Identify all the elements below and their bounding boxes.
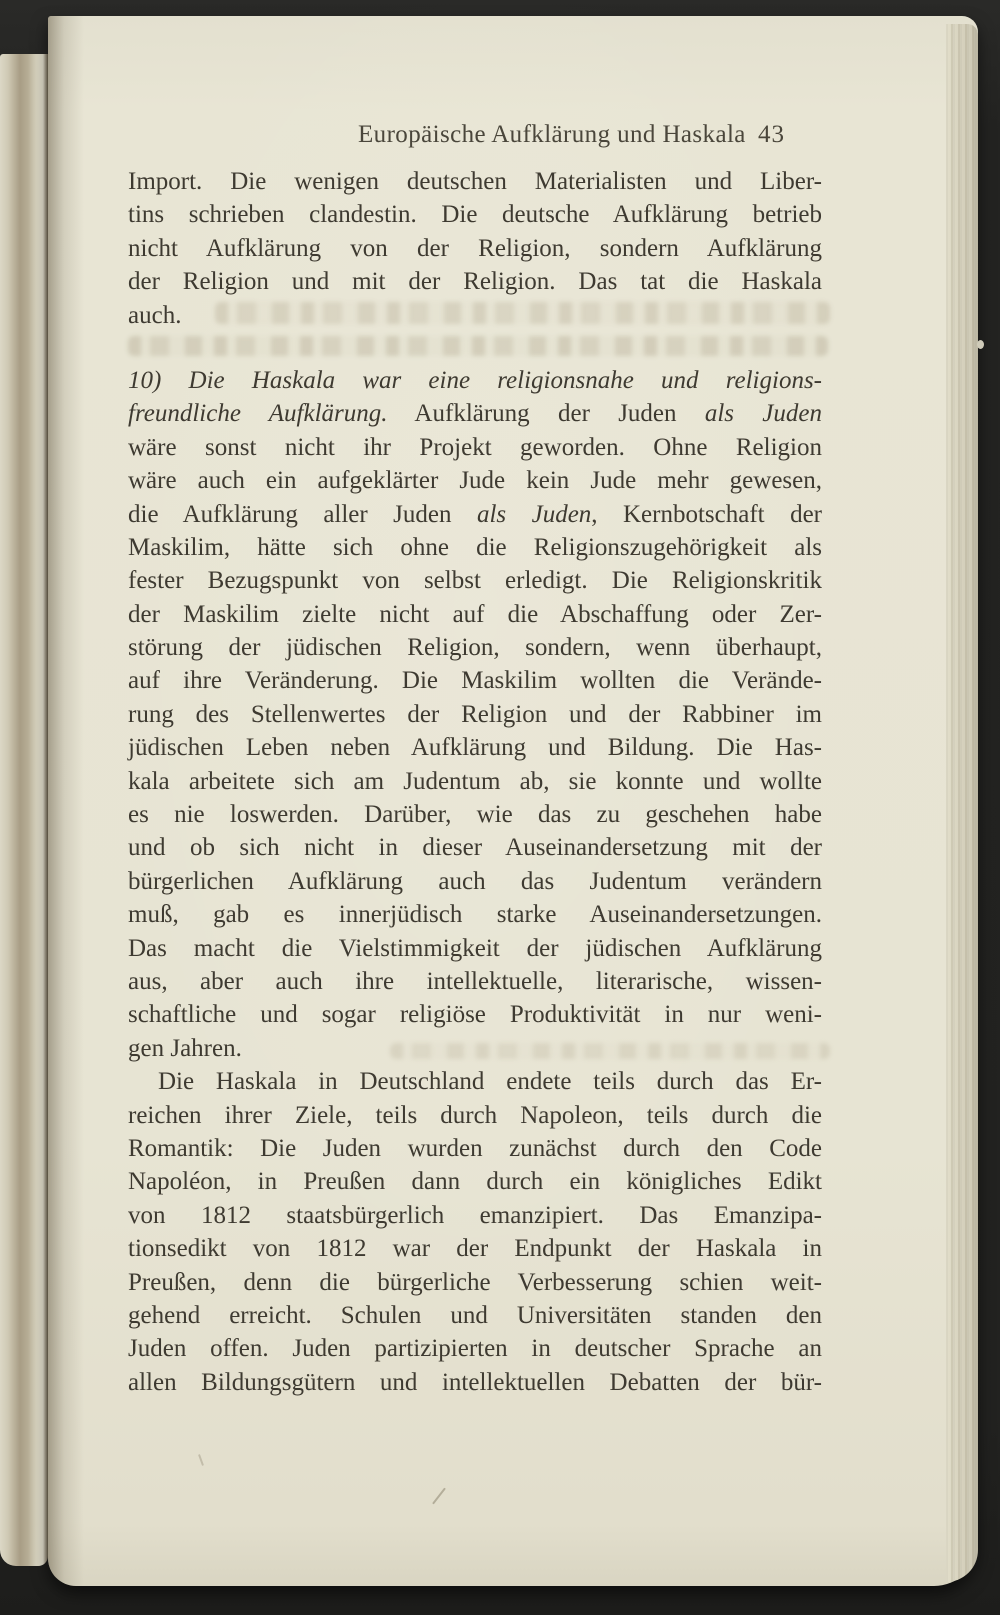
facing-page-edge — [0, 54, 48, 1566]
text-segment: gehend erreicht. Schulen und Universitäten standen den — [128, 1301, 822, 1329]
text-line — [128, 932, 822, 965]
text-segment: muß, gab es innerjüdisch starke Auseinandersetzungen. — [128, 901, 822, 929]
header-title: Europäische Aufklärung und Haskala — [358, 121, 746, 148]
text-segment: allen Bildungsgütern und intellektuellen Debatten der bür- — [128, 1368, 822, 1396]
text-segment: der Maskilim zielte nicht auf die Abschaffung oder Zer- — [128, 600, 822, 628]
text-line — [128, 664, 822, 697]
book-page — [48, 16, 978, 1586]
text-segment: tins schrieben clandestin. Die deutsche Aufklärung betrieb — [128, 201, 822, 229]
text-line — [128, 965, 822, 998]
text-segment: Napoléon, in Preußen dann durch ein königliches Edikt — [128, 1168, 822, 1196]
text-segment: der Religion und mit der Religion. Das tat die Haskala — [128, 268, 822, 296]
text-segment: auch. — [128, 301, 182, 329]
running-header — [48, 116, 978, 154]
text-line — [128, 232, 822, 265]
text-line — [128, 431, 822, 464]
italic-text-segment: als Juden — [476, 500, 592, 528]
paragraph — [128, 1065, 822, 1399]
italic-text-segment: als Juden — [704, 400, 822, 428]
text-line — [128, 731, 822, 764]
text-segment: und ob sich nicht in dieser Auseinandersetzung mit der — [128, 834, 822, 862]
text-segment: auf ihre Veränderung. Die Maskilim wollten die Verände- — [128, 667, 822, 695]
text-line — [128, 831, 822, 864]
text-line — [128, 498, 822, 531]
text-line — [128, 1199, 822, 1232]
text-segment: es nie loswerden. Darüber, wie das zu geschehen habe — [128, 801, 822, 829]
text-line — [128, 364, 822, 397]
paper-scratch — [432, 1488, 446, 1505]
text-line — [128, 1132, 822, 1165]
text-line — [128, 698, 822, 731]
text-line — [128, 998, 822, 1031]
text-segment: Juden offen. Juden partizipierten in deutscher Sprache an — [128, 1335, 822, 1363]
show-through-artifact — [128, 336, 828, 356]
text-segment: rung des Stellenwertes der Religion und der Rabbiner im — [128, 700, 822, 728]
dust-speck — [977, 340, 984, 349]
text-line — [128, 598, 822, 631]
text-line — [128, 1065, 822, 1098]
text-segment: gen Jahren. — [128, 1034, 242, 1062]
text-line — [128, 798, 822, 831]
text-segment: Romantik: Die Juden wurden zunächst durch den Code — [128, 1134, 822, 1162]
text-segment: , Kernbotschaft der — [591, 500, 822, 528]
text-segment: tionsedikt von 1812 war der Endpunkt der Haskala in — [128, 1235, 822, 1263]
page-gutter-shadow — [48, 16, 84, 1586]
text-segment: kala arbeitete sich am Judentum ab, sie konnte und wollte — [128, 767, 822, 795]
text-segment: Aufklärung der Juden — [387, 400, 705, 428]
text-line — [128, 165, 822, 198]
text-segment: nicht Aufklärung von der Religion, sondern Aufklärung — [128, 234, 822, 262]
show-through-artifact — [390, 1043, 830, 1059]
text-segment: schaftliche und sogar religiöse Produktivität in nur weni- — [128, 1001, 822, 1029]
text-segment: Das macht die Vielstimmigkeit der jüdischen Aufklärung — [128, 934, 822, 962]
text-segment: fester Bezugspunkt von selbst erledigt. Die Religionskritik — [128, 567, 822, 595]
text-line — [128, 1366, 822, 1399]
text-line — [128, 198, 822, 231]
text-line — [128, 1332, 822, 1365]
text-line — [128, 397, 822, 430]
text-line — [128, 564, 822, 597]
fore-edge-pages — [946, 24, 978, 1582]
text-segment: Die Haskala in Deutschland endete teils durch das Er- — [158, 1068, 822, 1096]
text-segment: Preußen, denn die bürgerliche Verbesserung schien weit- — [128, 1268, 822, 1296]
text-line — [128, 1232, 822, 1265]
text-segment: aus, aber auch ihre intellektuelle, literarische, wissen- — [128, 967, 822, 995]
italic-text-segment: freundliche Aufklärung. — [128, 400, 388, 428]
text-line — [128, 531, 822, 564]
text-line — [128, 1266, 822, 1299]
paper-scratch — [198, 1454, 204, 1466]
text-segment: wäre sonst nicht ihr Projekt geworden. Ohne Religion — [128, 433, 822, 461]
text-segment: störung der jüdischen Religion, sondern, wenn überhaupt, — [128, 634, 822, 662]
text-segment: jüdischen Leben neben Aufklärung und Bildung. Die Has- — [128, 734, 822, 762]
text-segment: wäre auch ein aufgeklärter Jude kein Jude mehr gewesen, — [128, 467, 822, 495]
text-line — [128, 265, 822, 298]
text-line — [128, 765, 822, 798]
text-line — [128, 464, 822, 497]
text-line — [128, 865, 822, 898]
text-line — [128, 631, 822, 664]
italic-text-segment: 10) Die Haskala war eine religionsnahe und religions- — [128, 366, 822, 394]
page-number: 43 — [758, 121, 785, 148]
show-through-artifact — [215, 302, 830, 324]
text-segment: reichen ihrer Ziele, teils durch Napoleon, teils durch die — [128, 1101, 822, 1129]
text-line — [128, 1299, 822, 1332]
paragraph — [128, 364, 822, 1065]
text-segment: die Aufklärung aller Juden — [128, 500, 477, 528]
text-line — [128, 898, 822, 931]
text-line — [128, 1165, 822, 1198]
text-line — [128, 1099, 822, 1132]
text-segment: Import. Die wenigen deutschen Materialisten und Liber- — [128, 168, 822, 195]
text-segment: bürgerlichen Aufklärung auch das Judentum verändern — [128, 867, 822, 895]
text-segment: Maskilim, hätte sich ohne die Religionszugehörigkeit als — [128, 533, 822, 561]
text-segment: von 1812 staatsbürgerlich emanzipiert. Das Emanzipa- — [128, 1201, 822, 1229]
